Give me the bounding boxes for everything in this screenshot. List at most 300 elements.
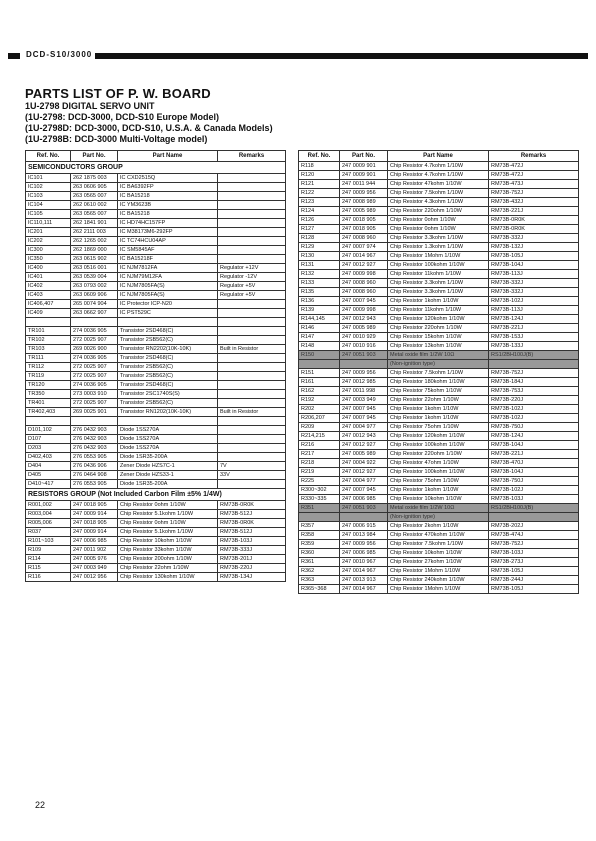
cell-remarks: [218, 192, 286, 201]
cell-ref: TR120: [26, 381, 71, 390]
cell-part-name: Chip Resistor 220ohm 1/10W: [388, 324, 489, 333]
table-row: [26, 501, 286, 510]
cell-part-no: 247 0007 945: [340, 405, 388, 414]
table-row: [299, 243, 579, 252]
cell-part-name: Chip Resistor 1kohm 1/10W: [388, 486, 489, 495]
cell-ref: IC110,111: [26, 219, 71, 228]
table-row: [299, 342, 579, 351]
cell-part-name: [118, 318, 218, 327]
cell-part-name: Chip Resistor 1.3kohm 1/10W: [388, 243, 489, 252]
cell-part-no: 247 0005 989: [340, 450, 388, 459]
col-remarks: Remarks: [489, 151, 579, 162]
cell-remarks: RM73B-474J: [489, 531, 579, 540]
table-row: [26, 462, 286, 471]
table-row: [299, 567, 579, 576]
cell-part-name: Chip Resistor 22ohm 1/10W: [388, 396, 489, 405]
cell-part-name: IC BA15218F: [118, 255, 218, 264]
cell-part-no: 247 0003 949: [71, 564, 118, 573]
cell-part-no: 262 1265 002: [71, 237, 118, 246]
table-row: [26, 372, 286, 381]
cell-part-no: 272 0025 907: [71, 399, 118, 408]
cell-remarks: RM73B-750J: [489, 477, 579, 486]
cell-part-no: 247 0005 976: [71, 555, 118, 564]
cell-ref: R216: [299, 441, 340, 450]
cell-part-no: [71, 318, 118, 327]
table-header-row: [26, 151, 286, 162]
cell-ref: D101,102: [26, 426, 71, 435]
cell-remarks: [218, 318, 286, 327]
cell-remarks: [218, 372, 286, 381]
cell-part-name: IC M38173M6-292FP: [118, 228, 218, 237]
cell-part-name: Chip Resistor 10kohm 1/10W: [388, 495, 489, 504]
table-row: [26, 183, 286, 192]
table-row: [26, 210, 286, 219]
cell-remarks: RM73B-752J: [489, 540, 579, 549]
cell-ref: R132: [299, 270, 340, 279]
cell-remarks: RM73B-221J: [489, 450, 579, 459]
subtitle-model-3: (1U-2798B: DCD-3000 Multi-Voltage model): [25, 134, 208, 144]
cell-part-no: 272 0025 907: [71, 336, 118, 345]
cell-remarks: RM73B-124J: [489, 432, 579, 441]
table-row: [299, 540, 579, 549]
cell-part-name: Metal oxide film 1/2W 10Ω: [388, 351, 489, 360]
cell-part-no: 276 0553 905: [71, 453, 118, 462]
table-row: [299, 486, 579, 495]
cell-remarks: RM73B-752J: [489, 369, 579, 378]
cell-part-no: 247 0008 960: [340, 234, 388, 243]
cell-part-name: Chip Resistor 1kohm 1/10W: [388, 414, 489, 423]
cell-part-no: [71, 417, 118, 426]
cell-part-no: 247 0010 916: [340, 342, 388, 351]
cell-part-no: 247 0006 915: [340, 522, 388, 531]
cell-part-no: 263 0565 007: [71, 192, 118, 201]
cell-remarks: RM73B-103J: [218, 537, 286, 546]
table-row: [299, 351, 579, 360]
cell-remarks: Regulator +5V: [218, 291, 286, 300]
cell-ref: R363: [299, 576, 340, 585]
cell-part-no: 247 0007 945: [340, 486, 388, 495]
cell-part-name: Chip Resistor 180kohm 1/10W: [388, 378, 489, 387]
cell-part-name: Chip Resistor 1kohm 1/10W: [388, 297, 489, 306]
cell-ref: IC401: [26, 273, 71, 282]
table-row: [26, 426, 286, 435]
cell-ref: R133: [299, 279, 340, 288]
cell-part-no: 263 0662 907: [71, 309, 118, 318]
cell-part-no: 247 0004 977: [340, 477, 388, 486]
cell-part-name: Chip Resistor 75kohm 1/10W: [388, 387, 489, 396]
cell-part-name: Chip Resistor 15kohm 1/10W: [388, 333, 489, 342]
cell-ref: TR401: [26, 399, 71, 408]
cell-ref: R116: [26, 573, 71, 582]
table-row: [26, 345, 286, 354]
cell-part-no: 247 0008 960: [340, 279, 388, 288]
cell-part-no: 247 0009 901: [340, 162, 388, 171]
cell-part-no: 247 0003 949: [340, 396, 388, 405]
cell-part-no: 247 0006 985: [340, 549, 388, 558]
col-part-name: Part Name: [388, 151, 489, 162]
cell-ref: R129: [299, 243, 340, 252]
cell-part-name: Chip Resistor 4.7kohm 1/10W: [388, 162, 489, 171]
cell-part-no: 247 0010 967: [340, 558, 388, 567]
cell-part-name: Chip Resistor 3.3kohm 1/10W: [388, 288, 489, 297]
cell-part-name: Transistor 2SB562(C): [118, 372, 218, 381]
col-part-no: Part No.: [340, 151, 388, 162]
col-remarks: Remarks: [218, 151, 286, 162]
table-row: [299, 477, 579, 486]
cell-part-name: Zener Diode HZS7C-1: [118, 462, 218, 471]
cell-part-name: Transistor 2SB562(C): [118, 363, 218, 372]
cell-remarks: RM73B-221J: [489, 207, 579, 216]
cell-part-no: 247 0008 989: [340, 198, 388, 207]
table-row: [26, 546, 286, 555]
cell-part-name: IC YM3623B: [118, 201, 218, 210]
cell-ref: TR102: [26, 336, 71, 345]
table-row: [299, 369, 579, 378]
table-row: [26, 273, 286, 282]
cell-ref: R147: [299, 333, 340, 342]
table-header-row: [299, 151, 579, 162]
cell-ref: TR119: [26, 372, 71, 381]
cell-remarks: RM73B-512J: [218, 528, 286, 537]
cell-ref: R124: [299, 207, 340, 216]
cell-remarks: RM73B-244J: [489, 576, 579, 585]
cell-part-name: IC NJM7805FA(S): [118, 291, 218, 300]
cell-ref: R358: [299, 531, 340, 540]
cell-part-name: IC NJM7812FA: [118, 264, 218, 273]
cell-remarks: RM73B-473J: [489, 180, 579, 189]
cell-remarks: RM73B-472J: [489, 171, 579, 180]
cell-part-name: Chip Resistor 1Mohm 1/10W: [388, 252, 489, 261]
cell-ref: [299, 360, 340, 369]
cell-part-no: 247 0012 927: [340, 468, 388, 477]
cell-part-name: Transistor 2SC1740S(S): [118, 390, 218, 399]
table-row: [26, 264, 286, 273]
table-row: [26, 381, 286, 390]
group-semiconductors: SEMICONDUCTORS GROUP: [26, 162, 286, 174]
cell-part-no: 247 0006 985: [340, 495, 388, 504]
table-row: [26, 435, 286, 444]
cell-part-name: Transistor 2SD468(C): [118, 354, 218, 363]
cell-part-no: 274 0036 905: [71, 354, 118, 363]
table-row: [299, 396, 579, 405]
cell-remarks: [218, 399, 286, 408]
table-row: [26, 510, 286, 519]
cell-part-no: 247 0012 956: [71, 573, 118, 582]
cell-part-name: Chip Resistor 7.5kohm 1/10W: [388, 369, 489, 378]
cell-remarks: [218, 255, 286, 264]
cell-ref: R127: [299, 225, 340, 234]
cell-part-no: [340, 360, 388, 369]
cell-part-name: Chip Resistor 7.5kohm 1/10W: [388, 540, 489, 549]
cell-part-no: 247 0009 998: [340, 270, 388, 279]
parts-table-right: [298, 150, 579, 594]
cell-ref: R130: [299, 252, 340, 261]
cell-part-name: Chip Resistor 7.5kohm 1/10W: [388, 189, 489, 198]
cell-part-name: IC NJM7805FA(S): [118, 282, 218, 291]
cell-ref: R122: [299, 189, 340, 198]
cell-remarks: RM73B-102J: [489, 405, 579, 414]
cell-part-no: 247 0018 905: [71, 519, 118, 528]
cell-part-name: Chip Resistor 100kohm 1/10W: [388, 468, 489, 477]
col-ref: Ref. No.: [299, 151, 340, 162]
cell-part-name: Chip Resistor 10kohm 1/10W: [118, 537, 218, 546]
table-row: [26, 573, 286, 582]
table-row: [299, 459, 579, 468]
table-row: [26, 327, 286, 336]
cell-part-name: Chip Resistor 1kohm 1/10W: [388, 405, 489, 414]
cell-ref: R361: [299, 558, 340, 567]
cell-ref: D203: [26, 444, 71, 453]
cell-remarks: RM73B-220J: [218, 564, 286, 573]
cell-part-name: Chip Resistor 4.7kohm 1/10W: [388, 171, 489, 180]
cell-part-no: 247 0009 901: [340, 171, 388, 180]
cell-remarks: RM73B-113J: [489, 270, 579, 279]
cell-remarks: [218, 444, 286, 453]
cell-ref: R161: [299, 378, 340, 387]
cell-remarks: RM73B-0R0K: [218, 501, 286, 510]
cell-part-no: 247 0006 985: [71, 537, 118, 546]
cell-part-name: Chip Resistor 75ohm 1/10W: [388, 423, 489, 432]
group-resistors: RESISTORS GROUP (Not Included Carbon Film ±5% 1/4W): [26, 489, 286, 501]
cell-part-no: 265 0074 904: [71, 300, 118, 309]
cell-remarks: [218, 246, 286, 255]
cell-remarks: RM73B-104J: [489, 261, 579, 270]
cell-remarks: Built in Resistor: [218, 408, 286, 417]
table-row: [26, 408, 286, 417]
cell-remarks: RM73B-113J: [489, 306, 579, 315]
cell-part-name: IC BA15218: [118, 210, 218, 219]
cell-remarks: RM73B-105J: [489, 585, 579, 594]
cell-part-name: IC NJM79M12FA: [118, 273, 218, 282]
cell-ref: R218: [299, 459, 340, 468]
cell-part-no: 263 0609 906: [71, 291, 118, 300]
table-row: [26, 309, 286, 318]
cell-part-name: Metal oxide film 1/2W 10Ω: [388, 504, 489, 513]
cell-part-no: 247 0004 977: [340, 423, 388, 432]
table-row: [299, 189, 579, 198]
cell-ref: R362: [299, 567, 340, 576]
cell-remarks: Regulator +5V: [218, 282, 286, 291]
table-row: [26, 201, 286, 210]
cell-part-name: Chip Resistor 0ohm 1/10W: [118, 519, 218, 528]
cell-ref: D410~417: [26, 480, 71, 489]
cell-part-name: Transistor RN2202(10K-10K): [118, 345, 218, 354]
cell-ref: R101~103: [26, 537, 71, 546]
table-row: [26, 528, 286, 537]
cell-remarks: RM73B-105J: [489, 252, 579, 261]
cell-part-name: Chip Resistor 10kohm 1/10W: [388, 549, 489, 558]
cell-part-name: Zener Diode HZS33-1: [118, 471, 218, 480]
cell-part-no: 247 0011 998: [340, 387, 388, 396]
table-row: [26, 237, 286, 246]
cell-part-name: Chip Resistor 130kohm 1/10W: [118, 573, 218, 582]
table-row: [26, 417, 286, 426]
cell-ref: IC403: [26, 291, 71, 300]
cell-remarks: RM73B-0R0K: [489, 225, 579, 234]
cell-remarks: RM73B-102J: [489, 414, 579, 423]
table-row: [299, 207, 579, 216]
cell-remarks: RM73B-103J: [489, 495, 579, 504]
cell-part-no: 276 0436 906: [71, 462, 118, 471]
cell-remarks: [218, 390, 286, 399]
table-row: [26, 300, 286, 309]
cell-remarks: RM73B-332J: [489, 279, 579, 288]
cell-ref: R146: [299, 324, 340, 333]
cell-remarks: RM73B-133J: [489, 342, 579, 351]
cell-ref: D404: [26, 462, 71, 471]
subtitle-unit: 1U-2798 DIGITAL SERVO UNIT: [25, 101, 155, 111]
cell-part-no: 247 0009 914: [71, 510, 118, 519]
cell-part-no: 247 0008 960: [340, 288, 388, 297]
table-row: [299, 513, 579, 522]
table-row: [299, 531, 579, 540]
cell-ref: IC300: [26, 246, 71, 255]
cell-ref: R217: [299, 450, 340, 459]
table-row: [299, 279, 579, 288]
cell-part-no: 247 0009 914: [71, 528, 118, 537]
cell-ref: IC406,407: [26, 300, 71, 309]
cell-part-no: 272 0025 907: [71, 372, 118, 381]
cell-ref: IC102: [26, 183, 71, 192]
cell-remarks: RM73B-332J: [489, 234, 579, 243]
cell-ref: TR112: [26, 363, 71, 372]
cell-part-no: 247 0051 903: [340, 351, 388, 360]
cell-ref: R192: [299, 396, 340, 405]
cell-remarks: [218, 417, 286, 426]
cell-ref: R003,004: [26, 510, 71, 519]
cell-ref: R209: [299, 423, 340, 432]
cell-part-name: Transistor RN1202(10K-10K): [118, 408, 218, 417]
cell-part-name: IC SM5845AF: [118, 246, 218, 255]
cell-part-no: 247 0009 956: [340, 540, 388, 549]
cell-part-no: 276 0432 903: [71, 426, 118, 435]
table-row: [26, 519, 286, 528]
table-row: [299, 180, 579, 189]
table-row: [299, 333, 579, 342]
cell-remarks: [218, 300, 286, 309]
cell-remarks: [218, 354, 286, 363]
cell-remarks: [218, 327, 286, 336]
cell-part-no: 247 0007 974: [340, 243, 388, 252]
table-row: [299, 558, 579, 567]
cell-part-no: 247 0012 943: [340, 432, 388, 441]
cell-remarks: RM73B-134J: [218, 573, 286, 582]
cell-ref: R162: [299, 387, 340, 396]
cell-part-no: 276 0432 903: [71, 444, 118, 453]
cell-ref: R219: [299, 468, 340, 477]
table-row: [299, 414, 579, 423]
col-ref: Ref. No.: [26, 151, 71, 162]
cell-remarks: Regulator -12V: [218, 273, 286, 282]
cell-ref: R139: [299, 306, 340, 315]
table-row: [299, 234, 579, 243]
cell-remarks: RM73B-333J: [218, 546, 286, 555]
cell-remarks: RM73B-432J: [489, 198, 579, 207]
cell-ref: R365~368: [299, 585, 340, 594]
cell-part-no: 262 0610 002: [71, 201, 118, 210]
cell-part-name: Chip Resistor 200ohm 1/10W: [118, 555, 218, 564]
cell-part-no: 247 0012 985: [340, 378, 388, 387]
cell-remarks: [489, 360, 579, 369]
table-row: [26, 291, 286, 300]
cell-remarks: RM73B-0R0K: [489, 216, 579, 225]
cell-part-name: Chip Resistor 0ohm 1/10W: [118, 501, 218, 510]
cell-remarks: RM73B-512J: [218, 510, 286, 519]
cell-remarks: RM73B-102J: [489, 297, 579, 306]
cell-part-name: Chip Resistor 3.3kohm 1/10W: [388, 279, 489, 288]
table-row: [299, 288, 579, 297]
table-row: [299, 405, 579, 414]
cell-part-no: 247 0014 967: [340, 585, 388, 594]
cell-part-name: Chip Resistor 5.1kohm 1/10W: [118, 528, 218, 537]
cell-part-name: IC PST529C: [118, 309, 218, 318]
cell-ref: D402,403: [26, 453, 71, 462]
cell-remarks: RM73B-470J: [489, 459, 579, 468]
cell-part-name: (Non-ignition type): [388, 360, 489, 369]
parts-table-left: [25, 150, 286, 582]
table-row: [26, 192, 286, 201]
cell-part-no: 247 0012 943: [340, 315, 388, 324]
cell-part-no: 247 0005 989: [340, 324, 388, 333]
cell-remarks: [218, 237, 286, 246]
cell-ref: R121: [299, 180, 340, 189]
page-title: PARTS LIST OF P. W. BOARD: [25, 86, 211, 101]
cell-part-name: Chip Resistor 240kohm 1/10W: [388, 576, 489, 585]
cell-ref: R150: [299, 351, 340, 360]
cell-part-no: 247 0013 913: [340, 576, 388, 585]
cell-remarks: [218, 309, 286, 318]
table-row: [299, 306, 579, 315]
table-row: [26, 537, 286, 546]
cell-part-name: Diode 1SS270A: [118, 426, 218, 435]
table-row: [299, 468, 579, 477]
table-row: [299, 360, 579, 369]
cell-part-no: 247 0011 902: [71, 546, 118, 555]
cell-remarks: RM73B-104J: [489, 468, 579, 477]
cell-part-no: 247 0018 905: [340, 216, 388, 225]
table-row: [299, 432, 579, 441]
cell-ref: R005,006: [26, 519, 71, 528]
table-row: [26, 336, 286, 345]
cell-part-no: 263 0565 007: [71, 210, 118, 219]
cell-part-name: Chip Resistor 47ohm 1/10W: [388, 459, 489, 468]
table-row: [26, 228, 286, 237]
cell-remarks: RM73B-132J: [489, 243, 579, 252]
cell-part-name: Chip Resistor 0ohm 1/10W: [388, 216, 489, 225]
cell-part-no: 276 0553 905: [71, 480, 118, 489]
cell-part-no: 247 0012 927: [340, 441, 388, 450]
cell-part-name: [118, 417, 218, 426]
cell-ref: R118: [299, 162, 340, 171]
table-row: [299, 162, 579, 171]
table-row: [299, 216, 579, 225]
cell-part-name: Chip Resistor 100kohm 1/10W: [388, 441, 489, 450]
cell-remarks: RM73B-184J: [489, 378, 579, 387]
cell-ref: D405: [26, 471, 71, 480]
cell-part-name: Diode 1SR35-200A: [118, 453, 218, 462]
cell-part-no: 263 0793 002: [71, 282, 118, 291]
cell-part-name: Chip Resistor 75ohm 1/10W: [388, 477, 489, 486]
cell-part-name: Chip Resistor 3.3kohm 1/10W: [388, 234, 489, 243]
cell-remarks: RM73B-104J: [489, 441, 579, 450]
cell-part-name: IC HD74HC157FP: [118, 219, 218, 228]
table-row: [26, 174, 286, 183]
table-row: [299, 441, 579, 450]
table-row: [26, 399, 286, 408]
cell-part-name: Transistor 2SD468(C): [118, 327, 218, 336]
cell-part-no: 274 0036 905: [71, 381, 118, 390]
table-row: [26, 480, 286, 489]
